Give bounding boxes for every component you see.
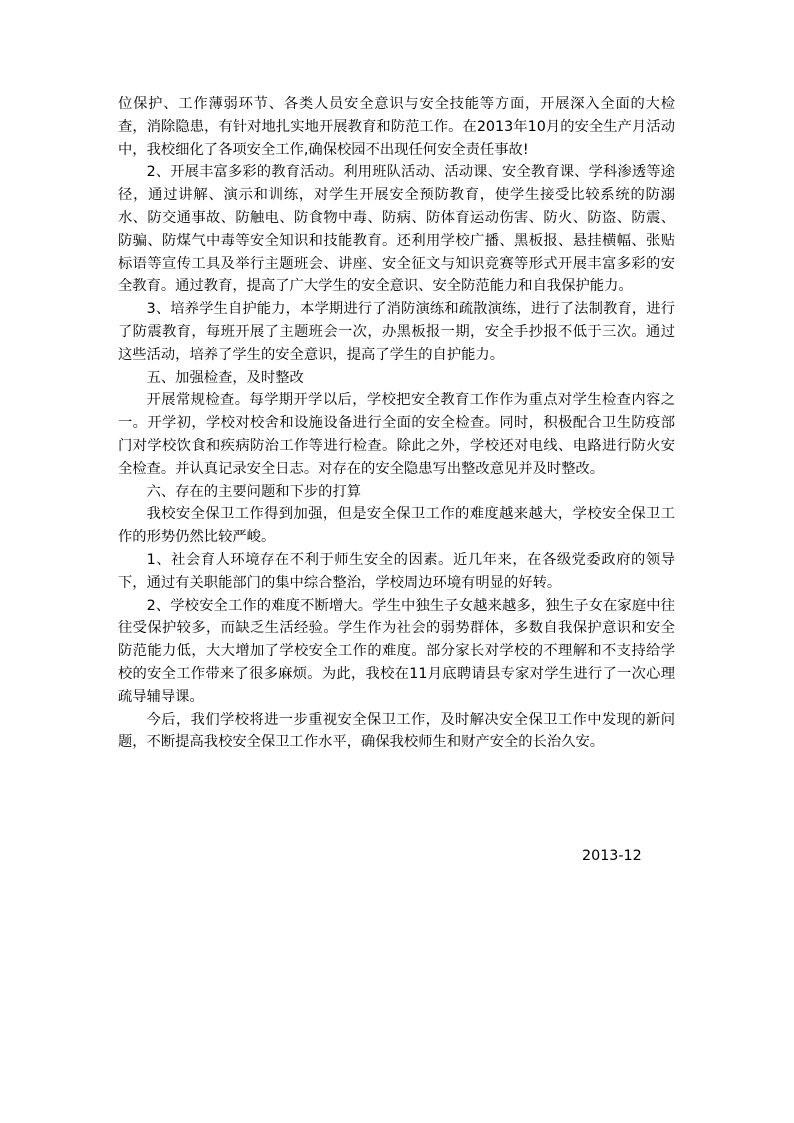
- section-heading-problems: 六、存在的主要问题和下步的打算: [146, 483, 362, 500]
- paragraph-difficulty: 2、学校安全工作的难度不断增大。学生中独生子女越来越多，独生子女在家庭中往往受保护较多，而缺乏生活经验。学生作为社会的弱势群体，多数自我保护意识和安全防范能力低，大大增加了学校安全工作的难度。部分家长对学校的不理解和不支持给学校的安全工作带来了很多麻烦。为此，我校在11月底聘请县专家对学生进行了一次心理疏导辅导课。: [118, 597, 675, 705]
- paragraph-education-activities: 2、开展丰富多彩的教育活动。利用班队活动、活动课、安全教育课、学科渗透等途径，通过讲解、演示和训练，对学生开展安全预防教育，使学生接受比较系统的防溺水、防交通事故、防触电、防食物中毒、防病、防体育运动伤害、防火、防盗、防震、防骗、防煤气中毒等安全知识和技能教育。还利用学校广播、黑板报、悬挂横幅、张贴标语等宣传工具及举行主题班会、讲座、安全征文与知识竞赛等形式开展丰富多彩的安全教育。通过教育，提高了广大学生的安全意识、安全防范能力和自我保护能力。: [118, 164, 675, 295]
- paragraph-routine-inspection: 开展常规检查。每学期开学以后，学校把安全教育工作作为重点对学生检查内容之一。开学初，学校对校舍和设施设备进行全面的安全检查。同时，积极配合卫生防疫部门对学校饮食和疾病防治工作等进行检查。除此之外，学校还对电线、电路进行防火安全检查。并认真记录安全日志。对存在的安全隐患写出整改意见并及时整改。: [118, 392, 675, 477]
- paragraph-conclusion: 今后，我们学校将进一步重视安全保卫工作，及时解决安全保卫工作中发现的新问题，不断提高我校安全保卫工作水平，确保我校师生和财产安全的长治久安。: [118, 711, 675, 751]
- paragraph-continued: 位保护、工作薄弱环节、各类人员安全意识与安全技能等方面，开展深入全面的大检查，消除隐患，有针对地扎实地开展教育和防范工作。在2013年10月的安全生产月活动中，我校细化了各项安全工作,确保校园不出现任何安全责任事故!: [118, 96, 675, 158]
- paragraph-social-environment: 1、社会育人环境存在不利于师生安全的因素。近几年来，在各级党委政府的领导下，通过有关职能部门的集中综合整治，学校周边环境有明显的好转。: [118, 551, 675, 591]
- document-date: 2013-12: [582, 848, 642, 864]
- section-heading-inspection: 五、加强检查，及时整改: [146, 369, 304, 386]
- document-body: [118, 93, 675, 754]
- paragraph-self-protection: 3、培养学生自护能力，本学期进行了消防演练和疏散演练，进行了法制教育，进行了防震教育，每班开展了主题班会一次，办黑板报一期，安全手抄报不低于三次。通过这些活动，培养了学生的安全意识，提高了学生的自护能力。: [118, 301, 675, 363]
- paragraph-overview: 我校安全保卫工作得到加强，但是安全保卫工作的难度越来越大，学校安全保卫工作的形势仍然比较严峻。: [118, 506, 675, 546]
